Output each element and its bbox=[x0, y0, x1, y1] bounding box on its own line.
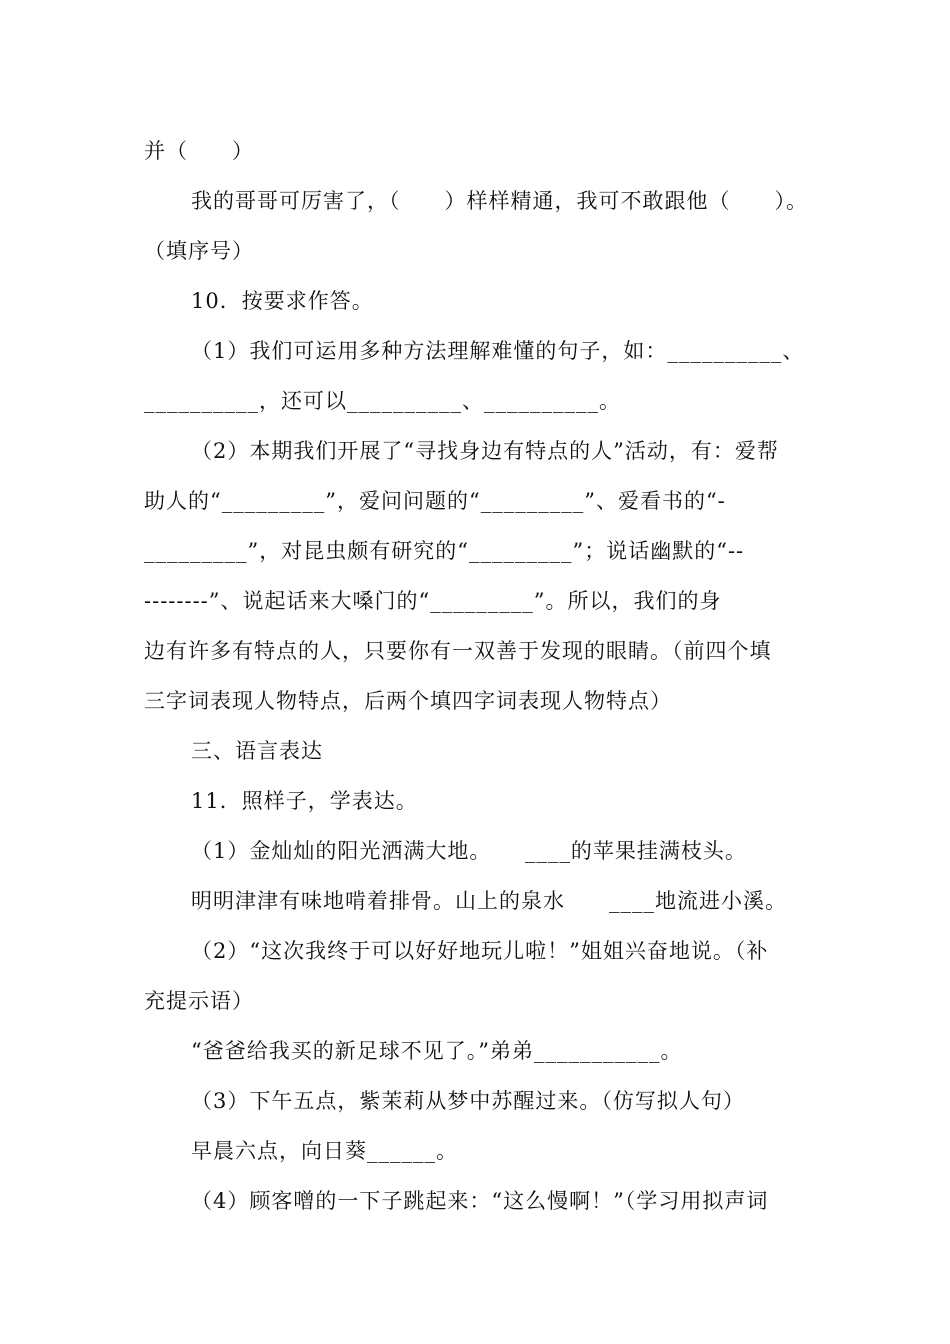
text-line: 明明津津有味地啃着排骨。山上的泉水 ____地流进小溪。 bbox=[191, 889, 787, 913]
text-line: （填序号） bbox=[144, 239, 254, 263]
text-line: 三字词表现人物特点，后两个填四字词表现人物特点） bbox=[144, 689, 672, 713]
text-line: “爸爸给我买的新足球不见了。”弟弟___________。 bbox=[191, 1039, 683, 1063]
text-line: 边有许多有特点的人，只要你有一双善于发现的眼睛。（前四个填 bbox=[144, 639, 772, 663]
text-line: （2）“这次我终于可以好好地玩儿啦！”姐姐兴奋地说。（补 bbox=[191, 939, 769, 963]
text-line: （4）顾客噌的一下子跳起来：“这么慢啊！”（学习用拟声词 bbox=[191, 1189, 769, 1213]
text-line: （3）下午五点，紫茉莉从梦中苏醒过来。（仿写拟人句） bbox=[191, 1089, 745, 1113]
text-line: （1）我们可运用多种方法理解难懂的句子，如：__________、 bbox=[191, 339, 805, 363]
text-line: 助人的“_________”，爱问问题的“_________”、爱看书的“- bbox=[144, 489, 726, 513]
text-line: 我的哥哥可厉害了，（ ）样样精通，我可不敢跟他（ ）。 bbox=[191, 189, 808, 213]
question-heading: 10．按要求作答。 bbox=[191, 289, 374, 313]
text-line: 充提示语） bbox=[144, 989, 254, 1013]
text-line: 早晨六点，向日葵______。 bbox=[191, 1139, 458, 1163]
question-heading: 11．照样子，学表达。 bbox=[191, 789, 418, 813]
text-line: --------”、说起话来大嗓门的“_________”。所以，我们的身 bbox=[144, 589, 722, 613]
text-line: _________”，对昆虫颇有研究的“_________”；说话幽默的“-- bbox=[144, 539, 745, 563]
section-heading: 三、语言表达 bbox=[191, 739, 323, 763]
text-line: （2）本期我们开展了“寻找身边有特点的人”活动，有：爱帮 bbox=[191, 439, 779, 463]
text-line: __________，还可以__________、__________。 bbox=[144, 389, 621, 413]
text-line: 并（ ） bbox=[144, 139, 254, 163]
text-line: （1）金灿灿的阳光洒满大地。 ____的苹果挂满枝头。 bbox=[191, 839, 747, 863]
